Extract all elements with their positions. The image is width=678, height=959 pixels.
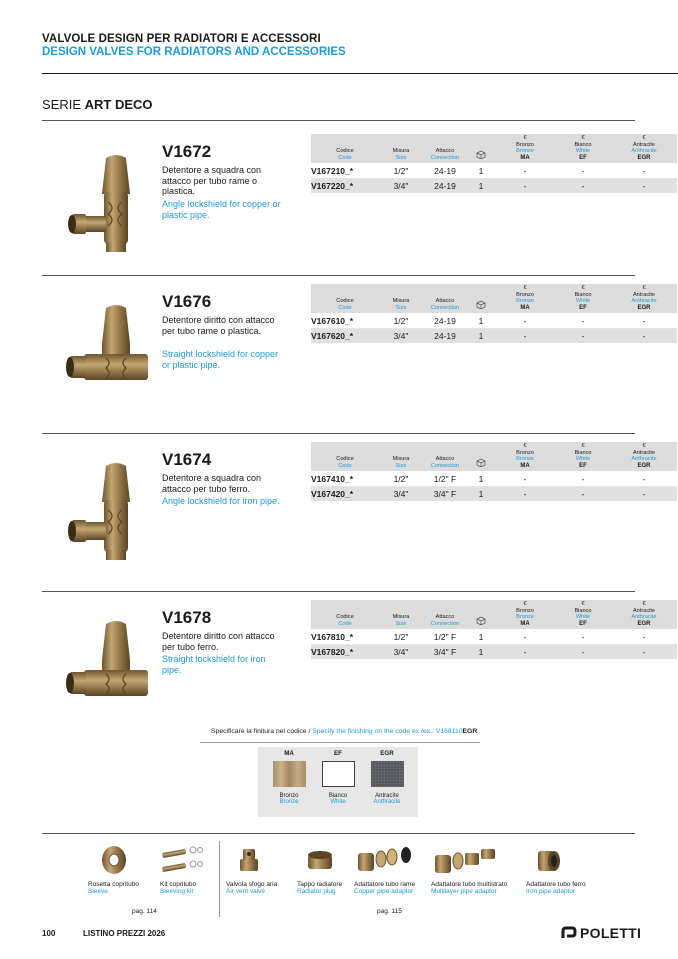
- product-v1676: [42, 285, 657, 430]
- cell-qty: 1: [467, 486, 495, 501]
- brand-name: POLETTI: [580, 925, 642, 941]
- cell-egr: -: [611, 328, 677, 343]
- th-ef-en: White: [575, 298, 591, 305]
- product-code: V1674: [162, 450, 212, 469]
- th-ma-en: Bronze: [516, 148, 534, 155]
- th-size: Size: [395, 620, 407, 627]
- accessories-divider: [42, 833, 635, 834]
- th-currency: €: [523, 285, 527, 291]
- finish-note: [211, 728, 477, 735]
- th-size: Size: [395, 462, 407, 469]
- th-ef-it: Bianco: [574, 607, 592, 614]
- th-ma-code: MA: [520, 620, 530, 627]
- th-code: Code: [338, 304, 352, 311]
- th-ma-code: MA: [520, 462, 530, 469]
- th-misura: Misura: [392, 298, 410, 305]
- cell-code: V167410_*: [311, 471, 379, 486]
- cell-code: V167620_*: [311, 328, 379, 343]
- price-table: [311, 134, 677, 193]
- th-size: Size: [395, 154, 407, 161]
- cell-qty: 1: [467, 178, 495, 193]
- finish-name-en: Bronze: [279, 799, 299, 805]
- cell-egr: -: [611, 629, 677, 644]
- header-divider: [42, 73, 678, 74]
- cell-qty: 1: [467, 629, 495, 644]
- th-code: Code: [338, 462, 352, 469]
- th-currency: €: [642, 443, 646, 449]
- accessory-item: [88, 843, 139, 895]
- finish-name-en: White: [330, 799, 346, 805]
- cell-qty: 1: [467, 471, 495, 486]
- copper-adaptor-icon: [354, 843, 418, 877]
- finish-ma: [269, 750, 309, 805]
- th-egr-en: Anthracite: [631, 148, 657, 155]
- angle-lockshield-image: [56, 456, 156, 566]
- cell-conn: 1/2" F: [423, 471, 467, 486]
- cell-size: 3/4": [379, 178, 423, 193]
- cell-ma: -: [495, 629, 555, 644]
- th-ef-en: White: [575, 614, 591, 621]
- th-code: Code: [338, 620, 352, 627]
- finish-ef: [318, 750, 358, 805]
- th-egr-en: Anthracite: [631, 614, 657, 621]
- table-row: [311, 163, 677, 178]
- product-desc-en: Angle lockshield for iron pipe.: [162, 496, 280, 506]
- cell-size: 3/4": [379, 486, 423, 501]
- table-row: [311, 328, 677, 343]
- product-desc-en: Straight lockshield for iron pipe.: [162, 654, 266, 675]
- th-codice: Codice: [336, 298, 354, 305]
- th-currency: €: [523, 135, 527, 141]
- footer-title: LISTINO PREZZI 2026: [83, 929, 166, 938]
- accessory-item: [354, 843, 418, 895]
- accessory-item: [431, 843, 507, 895]
- plug-icon: [297, 843, 347, 877]
- accessory-name-it: Kit copritubo: [160, 881, 197, 888]
- th-ma-code: MA: [520, 304, 530, 311]
- product-code: V1678: [162, 608, 212, 627]
- th-size: Size: [395, 304, 407, 311]
- finish-name-it: Bronzo: [279, 793, 299, 799]
- brand-logo: [561, 924, 641, 942]
- product-desc-en: Straight lockshield for copper or plastic pipe.: [162, 349, 279, 370]
- air-vent-icon: [226, 843, 276, 877]
- product-code: V1676: [162, 292, 212, 311]
- th-connection: Connection: [430, 154, 460, 161]
- th-egr-it: Antracite: [632, 449, 656, 456]
- sleeving-kit-icon: [160, 843, 210, 877]
- cell-qty: 1: [467, 313, 495, 328]
- cell-ma: -: [495, 313, 555, 328]
- cell-ma: -: [495, 644, 555, 659]
- note-divider: [200, 742, 480, 743]
- th-egr-it: Antracite: [632, 291, 656, 298]
- package-icon: [476, 616, 486, 625]
- cell-conn: 24-19: [423, 178, 467, 193]
- th-egr-it: Antracite: [632, 141, 656, 148]
- table-row: [311, 178, 677, 193]
- accessory-name-en: Sleeve: [88, 888, 108, 895]
- product-desc-it: Detentore diritto con attacco per tubo rame o plastica.: [162, 315, 275, 336]
- page-number: 100: [42, 929, 56, 938]
- cell-code: V167420_*: [311, 486, 379, 501]
- cell-ef: -: [555, 328, 611, 343]
- th-egr-en: Anthracite: [631, 298, 657, 305]
- cell-ma: -: [495, 486, 555, 501]
- product-code: V1672: [162, 142, 212, 161]
- cell-ef: -: [555, 486, 611, 501]
- accessory-name-en: Copper pipe adaptor: [354, 888, 414, 895]
- th-ma-en: Bronze: [516, 298, 534, 305]
- accessory-name-en: Multilayer pipe adaptor: [431, 888, 497, 895]
- angle-lockshield-image: [56, 148, 156, 258]
- th-attacco: Attacco: [435, 614, 455, 621]
- cell-egr: -: [611, 313, 677, 328]
- th-misura: Misura: [392, 614, 410, 621]
- th-ma-code: MA: [520, 154, 530, 161]
- cell-ef: -: [555, 163, 611, 178]
- cell-code: V167810_*: [311, 629, 379, 644]
- finish-swatch-anthracite: [371, 761, 404, 787]
- th-egr-code: EGR: [637, 304, 651, 311]
- th-ef-code: EF: [579, 304, 587, 311]
- price-table: [311, 442, 677, 501]
- cell-egr: -: [611, 163, 677, 178]
- cell-ma: -: [495, 178, 555, 193]
- header-title-it: VALVOLE DESIGN PER RADIATORI E ACCESSORI: [42, 33, 321, 45]
- th-currency: €: [581, 285, 585, 291]
- th-ef-code: EF: [579, 154, 587, 161]
- page-ref-right[interactable]: pag. 115: [377, 908, 402, 915]
- th-ma-it: Bronzo: [516, 291, 534, 298]
- th-currency: €: [581, 443, 585, 449]
- product-desc-it: Detentore a squadra con attacco per tubo rame o plastica.: [162, 165, 262, 196]
- th-egr-code: EGR: [637, 154, 651, 161]
- note-en: Specify the finishing on the code ex./ex.: V168110: [312, 728, 463, 735]
- th-ma-it: Bronzo: [516, 449, 534, 456]
- product-v1672: [42, 135, 657, 280]
- cell-size: 3/4": [379, 644, 423, 659]
- th-ma-it: Bronzo: [516, 141, 534, 148]
- price-table: [311, 600, 677, 659]
- section-divider: [42, 120, 635, 121]
- accessory-item: [226, 843, 277, 895]
- th-ma-it: Bronzo: [516, 607, 534, 614]
- th-egr-code: EGR: [637, 462, 651, 469]
- cell-conn: 24-19: [423, 328, 467, 343]
- iron-adaptor-icon: [526, 843, 576, 877]
- th-misura: Misura: [392, 148, 410, 155]
- product-desc-it: Detentore diritto con attacco per tubo ferro.: [162, 631, 275, 652]
- rosette-icon: [88, 843, 138, 877]
- th-egr-it: Antracite: [632, 607, 656, 614]
- cell-egr: -: [611, 178, 677, 193]
- th-attacco: Attacco: [435, 298, 455, 305]
- product-v1674: [42, 443, 657, 588]
- cell-ma: -: [495, 163, 555, 178]
- table-row: [311, 629, 677, 644]
- section-divider: [42, 433, 635, 434]
- accessory-name-it: Tappo radiatore: [297, 881, 343, 888]
- th-ef-it: Bianco: [574, 449, 592, 456]
- th-currency: €: [642, 601, 646, 607]
- multilayer-adaptor-icon: [431, 843, 501, 877]
- serie-prefix: SERIE: [42, 97, 85, 112]
- package-icon: [476, 150, 486, 159]
- th-connection: Connection: [430, 620, 460, 627]
- cell-conn: 24-19: [423, 313, 467, 328]
- cell-ef: -: [555, 644, 611, 659]
- th-codice: Codice: [336, 148, 354, 155]
- th-ef-code: EF: [579, 620, 587, 627]
- accessory-name-it: Adattatore tubo multistrato: [431, 881, 508, 888]
- accessories-separator: [219, 841, 220, 917]
- finish-name-it: Bianco: [328, 793, 348, 799]
- cell-size: 3/4": [379, 328, 423, 343]
- table-row: [311, 313, 677, 328]
- finish-code: EF: [334, 750, 342, 757]
- cell-ef: -: [555, 471, 611, 486]
- cell-size: 1/2": [379, 471, 423, 486]
- cell-qty: 1: [467, 644, 495, 659]
- accessory-name-en: Air vent valve: [226, 888, 266, 895]
- cell-ma: -: [495, 471, 555, 486]
- header-title-en: DESIGN VALVES FOR RADIATORS AND ACCESSORIES: [42, 46, 346, 58]
- th-currency: €: [642, 285, 646, 291]
- table-row: [311, 644, 677, 659]
- th-ma-en: Bronze: [516, 456, 534, 463]
- finish-code: EGR: [380, 750, 394, 757]
- cell-conn: 1/2" F: [423, 629, 467, 644]
- th-ef-code: EF: [579, 462, 587, 469]
- accessory-name-en: Radiator plug: [297, 888, 336, 895]
- accessory-name-en: Iron pipe adaptor: [526, 888, 576, 895]
- cell-code: V167210_*: [311, 163, 379, 178]
- th-connection: Connection: [430, 304, 460, 311]
- note-suffix: EGR: [462, 728, 478, 735]
- th-currency: €: [581, 601, 585, 607]
- th-egr-en: Anthracite: [631, 456, 657, 463]
- finish-swatch-bronze: [273, 761, 306, 787]
- section-divider: [42, 591, 635, 592]
- th-code: Code: [338, 154, 352, 161]
- product-desc-en: Angle lockshield for copper or plastic pipe.: [162, 199, 281, 220]
- page-header: [42, 33, 346, 58]
- th-ef-en: White: [575, 148, 591, 155]
- th-ef-it: Bianco: [574, 291, 592, 298]
- cell-code: V167220_*: [311, 178, 379, 193]
- cell-code: V167820_*: [311, 644, 379, 659]
- straight-lockshield-image: [56, 614, 156, 724]
- th-codice: Codice: [336, 614, 354, 621]
- th-ma-en: Bronze: [516, 614, 534, 621]
- accessory-name-en: Sleeving kit: [160, 888, 194, 895]
- serie-title: [42, 97, 153, 112]
- th-connection: Connection: [430, 462, 460, 469]
- cell-qty: 1: [467, 163, 495, 178]
- page-ref-left[interactable]: pag. 114: [132, 908, 157, 915]
- price-table: [311, 284, 677, 343]
- th-currency: €: [523, 443, 527, 449]
- finish-swatches: [258, 747, 418, 817]
- accessory-name-it: Adattatore tubo rame: [354, 881, 416, 888]
- cell-ef: -: [555, 313, 611, 328]
- cell-qty: 1: [467, 328, 495, 343]
- th-currency: €: [523, 601, 527, 607]
- cell-egr: -: [611, 486, 677, 501]
- th-attacco: Attacco: [435, 148, 455, 155]
- th-egr-code: EGR: [637, 620, 651, 627]
- cell-ef: -: [555, 178, 611, 193]
- cell-egr: -: [611, 471, 677, 486]
- cell-code: V167610_*: [311, 313, 379, 328]
- poletti-logo-icon: [561, 926, 577, 940]
- th-attacco: Attacco: [435, 456, 455, 463]
- th-currency: €: [642, 135, 646, 141]
- cell-egr: -: [611, 644, 677, 659]
- cell-ef: -: [555, 629, 611, 644]
- cell-size: 1/2": [379, 629, 423, 644]
- product-desc-it: Detentore a squadra con attacco per tubo ferro.: [162, 473, 262, 494]
- serie-name: ART DECO: [84, 97, 153, 112]
- cell-conn: 3/4" F: [423, 644, 467, 659]
- accessory-name-it: Rosetta copritubo: [88, 881, 139, 888]
- finish-name-it: Antracite: [375, 793, 399, 799]
- finish-swatch-white: [322, 761, 355, 787]
- finish-code: MA: [284, 750, 294, 757]
- cell-conn: 24-19: [423, 163, 467, 178]
- th-currency: €: [581, 135, 585, 141]
- accessory-item: [160, 843, 210, 895]
- accessory-item: [526, 843, 586, 895]
- cell-size: 1/2": [379, 313, 423, 328]
- straight-lockshield-image: [56, 298, 156, 408]
- accessory-name-it: Valvola sfogo aria: [226, 881, 278, 888]
- cell-ma: -: [495, 328, 555, 343]
- th-misura: Misura: [392, 456, 410, 463]
- cell-conn: 3/4" F: [423, 486, 467, 501]
- table-row: [311, 471, 677, 486]
- finish-egr: [367, 750, 407, 805]
- accessory-item: [297, 843, 347, 895]
- package-icon: [476, 300, 486, 309]
- section-divider: [42, 275, 635, 276]
- note-it: Specificare la finitura nel codice /: [211, 728, 313, 735]
- package-icon: [476, 458, 486, 467]
- th-ef-it: Bianco: [574, 141, 592, 148]
- table-row: [311, 486, 677, 501]
- th-codice: Codice: [336, 456, 354, 463]
- accessory-name-it: Adattatore tubo ferro: [526, 881, 586, 888]
- cell-size: 1/2": [379, 163, 423, 178]
- product-v1678: [42, 601, 657, 746]
- finish-name-en: Anthracite: [373, 799, 401, 805]
- th-ef-en: White: [575, 456, 591, 463]
